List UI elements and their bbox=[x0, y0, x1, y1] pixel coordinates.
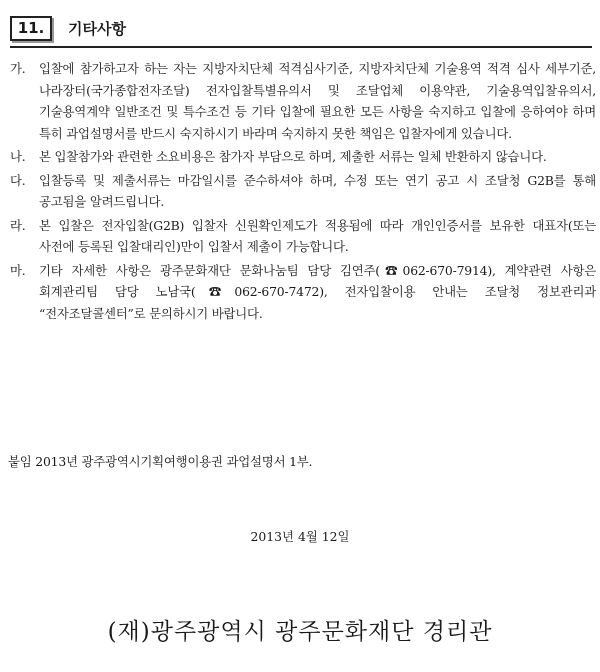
attachment-note: 붙임 2013년 광주광역시기획여행이용권 과업설명서 1부. bbox=[8, 454, 313, 469]
item-marker: 다. bbox=[10, 172, 26, 188]
item-text: 본 입찰참가와 관련한 소요비용은 참가자 부담으로 하며, 제출한 서류는 일체 반환하지 않습니다. bbox=[39, 149, 547, 164]
notice-item bbox=[10, 58, 596, 144]
notice-item bbox=[10, 170, 596, 213]
item-marker: 라. bbox=[10, 217, 26, 233]
notice-list bbox=[10, 58, 596, 326]
notice-item bbox=[10, 215, 596, 258]
item-marker: 나. bbox=[10, 149, 26, 164]
item-text: 입찰에 참가하고자 하는 자는 지방자치단체 적격심사기준, 지방자치단체 기술용역 적격 심사 세부기준, 나라장터(국가종합전자조달) 전자입찰특별유의서 및 조달업체 이용약관, 기술용역입찰유의서, 기술용역계약 일반조건 및 특수조건 등 기타 입찰에 필요한 모든 사항을 숙지하고 입찰에 응하여야 하며 특히 과업설명서를 반드시 숙지하시기 바라며 숙지하지 못한 책임은 입찰자에게 있습니다. bbox=[39, 61, 596, 141]
item-text: 입찰등록 및 제출서류는 마감일시를 준수하셔야 하며, 수정 또는 연기 공고 시 조달청 G2B를 통해 공고됨을 알려드립니다. bbox=[39, 172, 596, 209]
issuer-signature: (재)광주광역시 광주문화재단 경리관 bbox=[107, 619, 493, 645]
section-number: 11. bbox=[10, 16, 52, 41]
section-header bbox=[10, 16, 592, 48]
item-text: 기타 자세한 사항은 광주문화재단 문화나눔팀 담당 김연주(☎062-670-7914), 계약관련 사항은 회계관리팀 담당 노남국(☎062-670-7472), 전자입찰이용 안내는 조달청 정보관리과 “전자조달콜센터”로 문의하시기 바랍니다. bbox=[39, 262, 596, 321]
issue-date: 2013년 4월 12일 bbox=[250, 529, 350, 544]
notice-item bbox=[10, 260, 596, 325]
notice-item bbox=[10, 146, 596, 168]
item-text: 본 입찰은 전자입찰(G2B) 입찰자 신원확인제도가 적용됨에 따라 개인인증서를 보유한 대표자(또는 사전에 등록된 입찰대리인)만이 입찰서 제출이 가능합니다. bbox=[39, 217, 596, 254]
item-marker: 가. bbox=[10, 61, 26, 76]
item-marker: 마. bbox=[10, 262, 26, 278]
section-title: 기타사항 bbox=[68, 20, 126, 38]
